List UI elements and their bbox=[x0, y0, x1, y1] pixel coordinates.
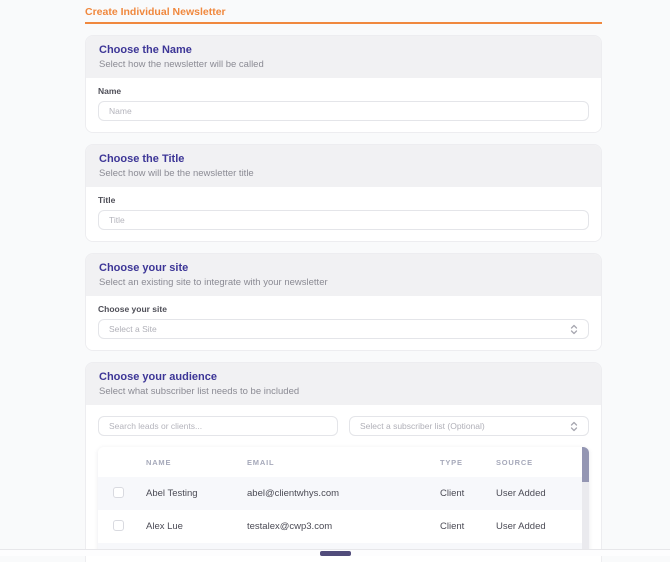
subscriber-list-select-value: Select a subscriber list (Optional) bbox=[360, 421, 485, 431]
audience-controls-row bbox=[98, 416, 589, 436]
section-site-header bbox=[86, 254, 601, 296]
section-card-audience bbox=[85, 362, 602, 562]
row-type-cell: Client bbox=[440, 521, 465, 532]
table-vertical-scrollbar[interactable] bbox=[582, 447, 589, 551]
row-name-cell: Alex Lue bbox=[146, 521, 183, 532]
section-site-body bbox=[86, 296, 601, 350]
subscribers-table bbox=[98, 447, 589, 551]
table-row[interactable] bbox=[98, 510, 583, 543]
title-field-label: Title bbox=[98, 195, 116, 205]
section-title-body bbox=[86, 187, 601, 241]
section-card-name bbox=[85, 35, 602, 133]
section-audience-heading: Choose your audience bbox=[99, 371, 217, 383]
section-name-subheading: Select how the newsletter will be called bbox=[99, 59, 264, 70]
row-checkbox[interactable] bbox=[113, 520, 124, 531]
section-site-heading: Choose your site bbox=[99, 262, 189, 274]
row-checkbox-cell bbox=[98, 520, 146, 534]
name-input[interactable] bbox=[98, 101, 589, 121]
select-arrows-icon bbox=[570, 324, 578, 335]
header-cell-name: NAME bbox=[146, 457, 172, 467]
subscribers-table-inner bbox=[98, 447, 583, 551]
row-email-cell: abel@clientwhys.com bbox=[247, 488, 340, 499]
section-name-heading: Choose the Name bbox=[99, 44, 192, 56]
row-source-cell: User Added bbox=[496, 488, 546, 499]
section-name-body bbox=[86, 78, 601, 132]
section-audience-body bbox=[86, 405, 601, 562]
main-content bbox=[85, 0, 602, 562]
subscriber-list-wrap bbox=[349, 416, 589, 436]
section-site-subheading: Select an existing site to integrate with your newsletter bbox=[99, 277, 328, 288]
audience-search-wrap bbox=[98, 416, 338, 436]
site-select-value: Select a Site bbox=[109, 324, 157, 334]
header-cell-email: EMAIL bbox=[247, 457, 275, 467]
section-title-heading: Choose the Title bbox=[99, 153, 185, 165]
table-vertical-scrollbar-thumb[interactable] bbox=[582, 447, 589, 482]
name-field-label: Name bbox=[98, 86, 122, 96]
row-name-cell: Abel Testing bbox=[146, 488, 198, 499]
section-audience-subheading: Select what subscriber list needs to be included bbox=[99, 386, 300, 397]
select-arrows-icon bbox=[570, 421, 578, 432]
section-audience-header bbox=[86, 363, 601, 405]
section-title-header bbox=[86, 145, 601, 187]
section-card-title bbox=[85, 144, 602, 242]
horizontal-scrollbar[interactable] bbox=[0, 549, 670, 556]
row-checkbox-cell bbox=[98, 487, 146, 501]
page-title: Create Individual Newsletter bbox=[85, 0, 602, 24]
section-card-site bbox=[85, 253, 602, 351]
row-source-cell: User Added bbox=[496, 521, 546, 532]
site-field-label: Choose your site bbox=[98, 304, 167, 314]
section-title-subheading: Select how will be the newsletter title bbox=[99, 168, 254, 179]
header-cell-source: SOURCE bbox=[496, 457, 533, 467]
row-email-cell: testalex@cwp3.com bbox=[247, 521, 333, 532]
audience-search-input[interactable] bbox=[98, 416, 338, 436]
header-cell-type: TYPE bbox=[440, 457, 463, 467]
table-header-row bbox=[98, 447, 583, 477]
title-input[interactable] bbox=[98, 210, 589, 230]
row-checkbox[interactable] bbox=[113, 487, 124, 498]
section-name-header bbox=[86, 36, 601, 78]
horizontal-scrollbar-thumb[interactable] bbox=[320, 551, 351, 556]
subscriber-list-select[interactable] bbox=[349, 416, 589, 436]
table-row[interactable] bbox=[98, 477, 583, 510]
row-type-cell: Client bbox=[440, 488, 465, 499]
site-select[interactable] bbox=[98, 319, 589, 339]
